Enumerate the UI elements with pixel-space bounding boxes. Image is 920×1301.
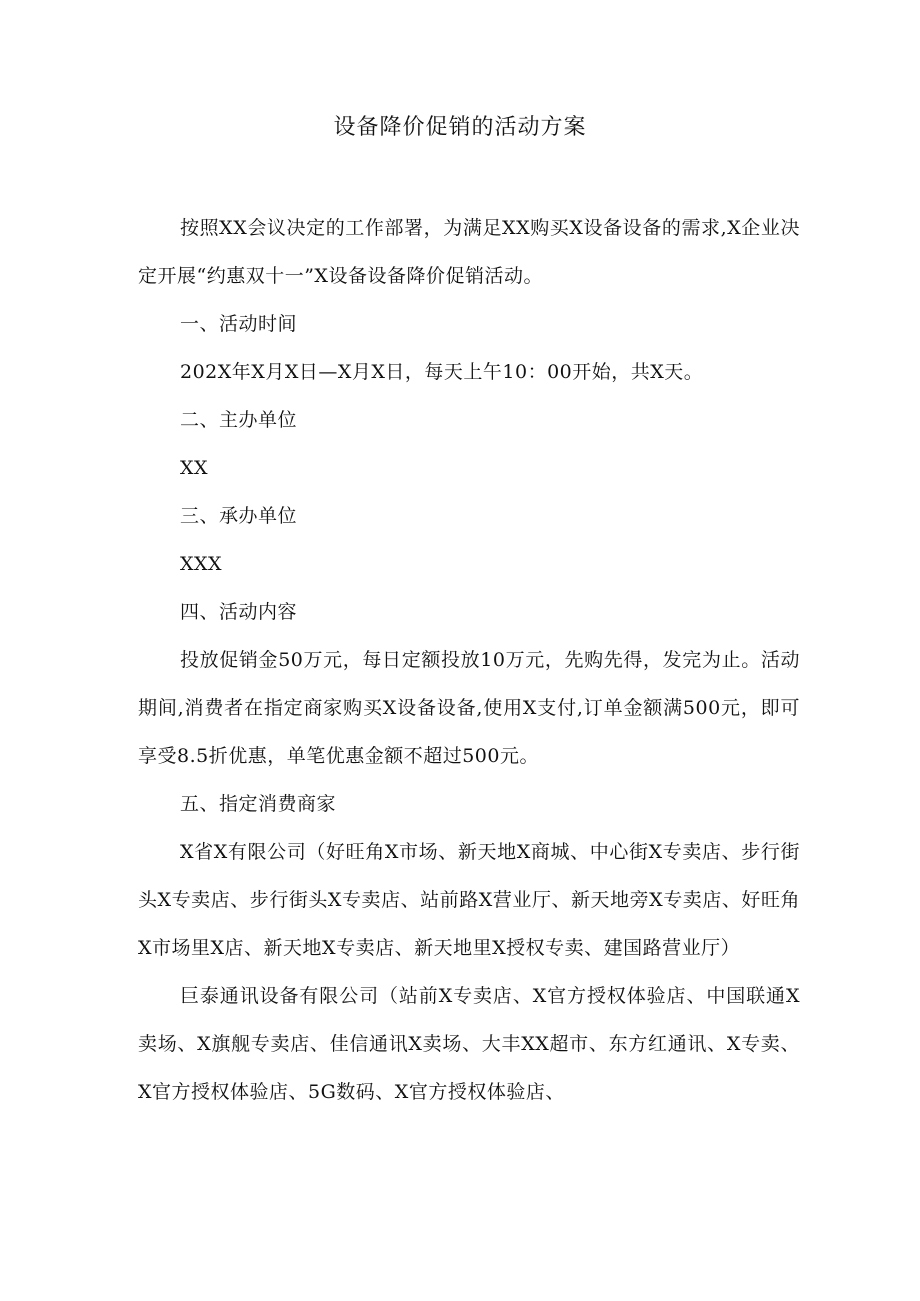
section-heading-undertaker: 三、承办单位 [180, 505, 298, 527]
organizer-text: XX [180, 457, 209, 479]
undertaker-text: XXX [180, 553, 223, 575]
section-heading-content: 四、活动内容 [180, 601, 298, 623]
activity-time-text: 202X年X月X日—X月X日，每天上午10：00开始，共X天。 [180, 361, 704, 383]
section-heading-merchants: 五、指定消费商家 [180, 793, 337, 815]
activity-content-text: 投放促销金50万元，每日定额投放10万元，先购先得，发完为止。活动期间,消费者在指定商家购买X设备设备,使用X支付,订单金额满500元，即可享受8.5折优惠，单笔优惠金额不超过500元。 [138, 649, 800, 767]
document-title: 设备降价促销的活动方案 [333, 115, 587, 140]
section-heading-organizer: 二、主办单位 [180, 409, 298, 431]
merchant-list-2: 巨泰通讯设备有限公司（站前X专卖店、X官方授权体验店、中国联通X卖场、X旗舰专卖店、佳信通讯X卖场、大丰XX超市、东方红通讯、X专卖、X官方授权体验店、5G数码、X官方授权体验店、 [138, 985, 800, 1103]
intro-paragraph: 按照XX会议决定的工作部署，为满足XX购买X设备设备的需求,X企业决定开展“约惠双十一”X设备设备降价促销活动。 [138, 217, 800, 287]
document-body [138, 204, 800, 1116]
merchant-list-1: X省X有限公司（好旺角X市场、新天地X商城、中心街X专卖店、步行街头X专卖店、步行街头X专卖店、站前路X营业厅、新天地旁X专卖店、好旺角X市场里X店、新天地X专卖店、新天地里X授权专卖、建国路营业厅） [138, 841, 800, 959]
section-heading-time: 一、活动时间 [180, 313, 298, 335]
